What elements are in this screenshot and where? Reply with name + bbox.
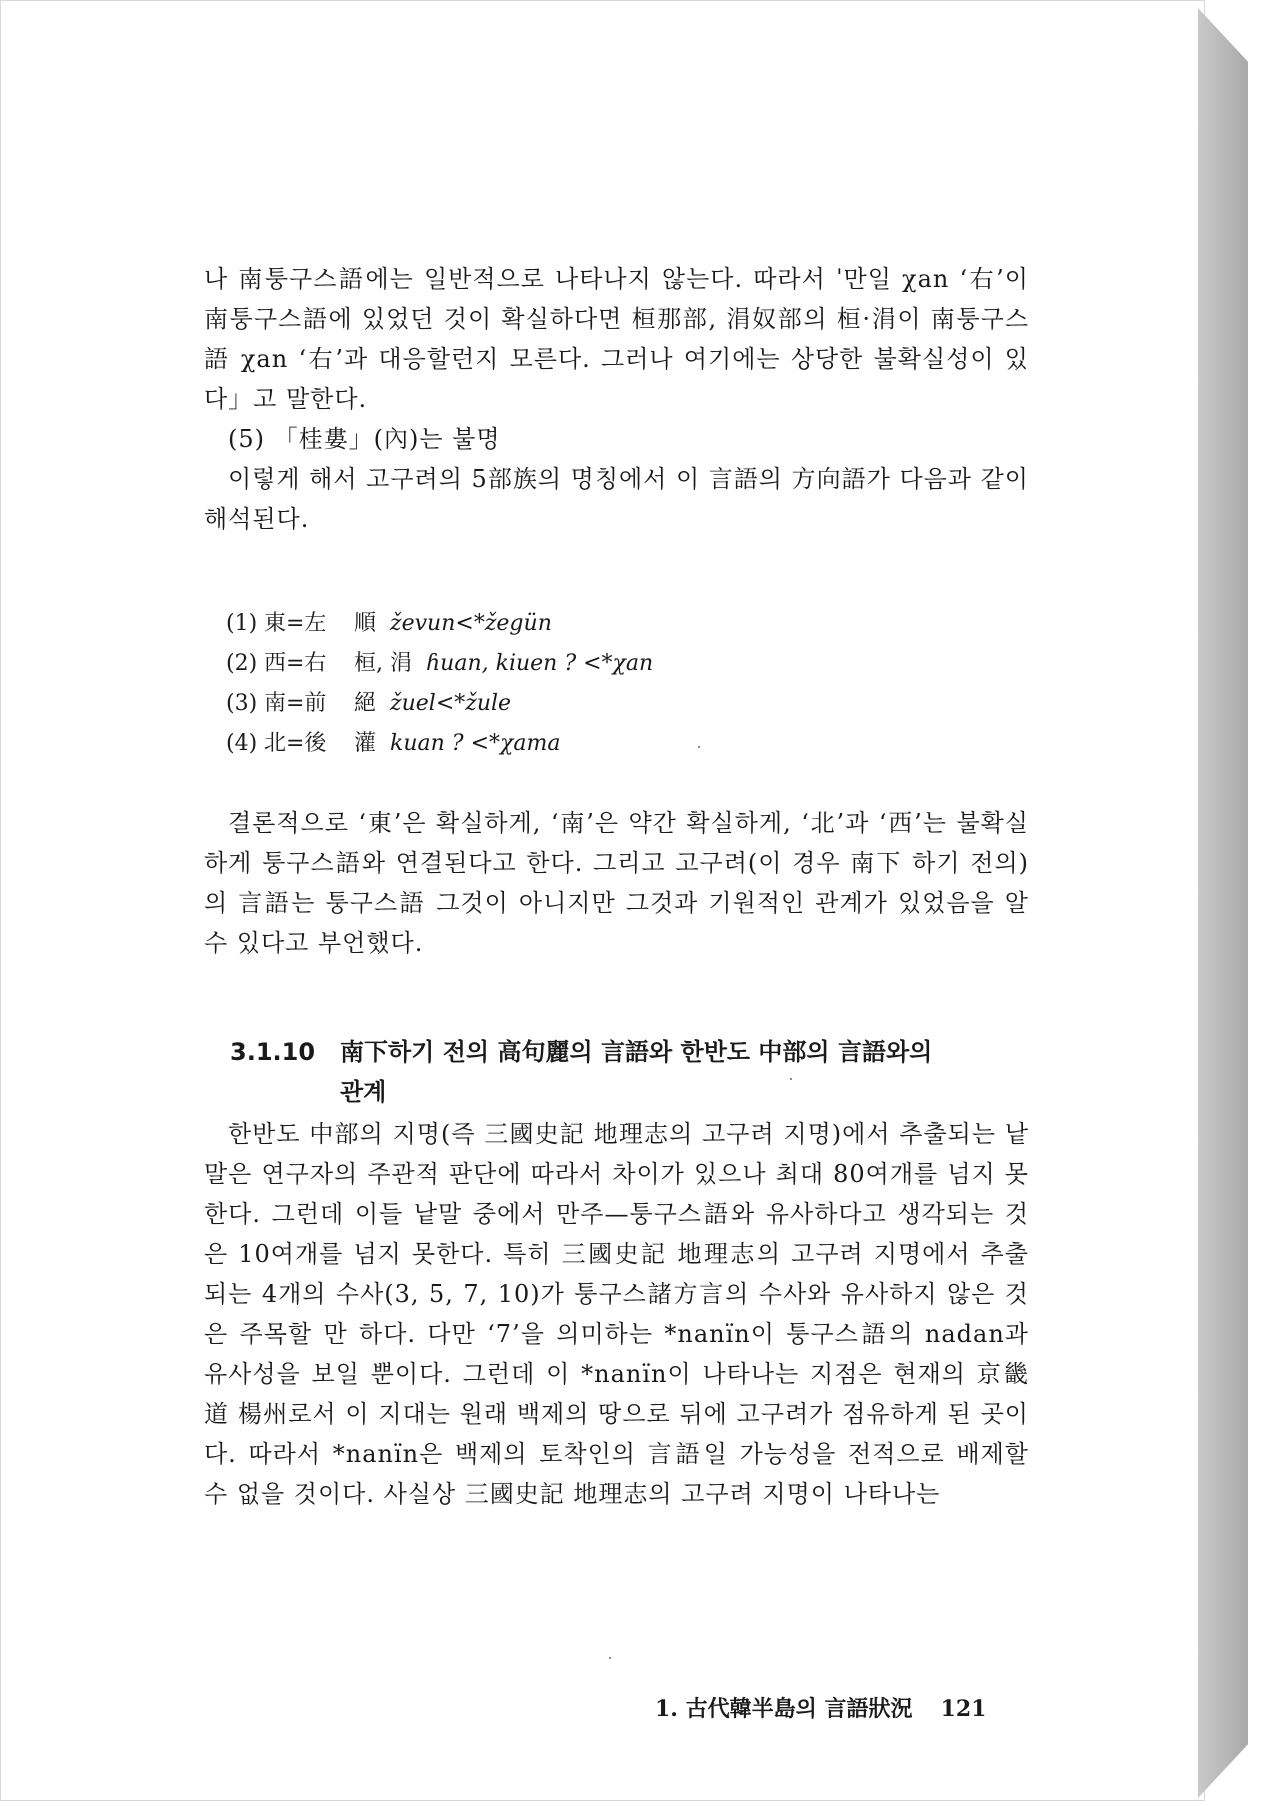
page-edge-shadow: [1198, 8, 1248, 1798]
list-item: [226, 644, 653, 684]
paragraph-3: 이렇게 해서 고구려의 5部族의 명칭에서 이 言語의 方向語가 다음과 같이 해석된다.: [204, 465, 1029, 533]
paragraph-2: (5) 「桂婁」(內)는 불명: [228, 425, 501, 453]
list-item-form: ɦuan, kiuen ? <*χan: [426, 651, 654, 676]
page-number: 121: [940, 1696, 987, 1722]
list-item-chars: 順: [354, 611, 377, 636]
list-item-form: ževun<*žegün: [390, 611, 552, 636]
speck-mark: [698, 746, 700, 748]
list-item-equation: 北=後: [264, 731, 327, 756]
list-item-number: (2): [226, 651, 258, 676]
list-item-number: (4): [226, 731, 258, 756]
direction-list: [226, 604, 653, 764]
section-number: 3.1.10: [230, 1038, 316, 1066]
list-item-chars: 絕: [354, 691, 377, 716]
list-item: [226, 684, 653, 724]
list-item-chars: 灌: [354, 731, 377, 756]
list-item: [226, 604, 653, 644]
speck-mark: [790, 1078, 792, 1080]
list-item-form: kuan ? <*χama: [390, 731, 561, 756]
list-item-number: (3): [226, 691, 258, 716]
section-heading: [230, 1032, 1030, 1112]
list-item-equation: 東=左: [264, 611, 327, 636]
list-item: [226, 724, 653, 764]
section-title-line-1: 南下하기 전의 高句麗의 言語와 한반도 中部의 言語와의: [340, 1038, 933, 1066]
list-item-form: žuel<*žule: [390, 691, 512, 716]
paragraph-1: 나 南퉁구스語에는 일반적으로 나타나지 않는다. 따라서 ˈ만일 χan ‘右’이 南퉁구스語에 있었던 것이 확실하다면 桓那部, 涓奴部의 桓·涓이 南퉁구스語 χan ‘右’과 대응할런지 모른다. 그러나 여기에는 상당한 불확실성이 있다」고 말한다.: [204, 265, 1029, 413]
list-item-equation: 西=右: [264, 651, 327, 676]
list-item-number: (1): [226, 611, 258, 636]
list-item-chars: 桓, 涓: [354, 651, 412, 676]
speck-mark: [609, 1657, 611, 1659]
running-title: 1. 古代韓半島의 言語狀況: [655, 1696, 913, 1722]
section-title-line-2: 관계: [340, 1078, 387, 1106]
list-item-equation: 南=前: [264, 691, 327, 716]
page-footer: [655, 1692, 986, 1723]
paragraph-4: 결론적으로 ‘東’은 확실하게, ‘南’은 약간 확실하게, ‘北’과 ‘西’는 불확실하게 퉁구스語와 연결된다고 한다. 그리고 고구려(이 경우 南下 하기 전의)의 言語는 퉁구스語 그것이 아니지만 그것과 기원적인 관계가 있었음을 알 수 있다고 부언했다.: [204, 809, 1029, 957]
paragraph-5: 한반도 中部의 지명(즉 三國史記 地理志의 고구려 지명)에서 추출되는 낱말은 연구자의 주관적 판단에 따라서 차이가 있으나 최대 80여개를 넘지 못한다. 그런데 이들 낱말 중에서 만주—퉁구스語와 유사하다고 생각되는 것은 10여개를 넘지 못한다. 특히 三國史記 地理志의 고구려 지명에서 추출되는 4개의 수사(3, 5, 7, 10)가 퉁구스諸方言의 수사와 유사하지 않은 것은 주목할 만 하다. 다만 ‘7’을 의미하는 *nanïn이 퉁구스語의 nadan과 유사성을 보일 뿐이다. 그런데 이 *nanïn이 나타나는 지점은 현재의 京畿道 楊州로서 이 지대는 원래 백제의 땅으로 뒤에 고구려가 점유하게 된 곳이다. 따라서 *nanïn은 백제의 토착인의 言語일 가능성을 전적으로 배제할 수 없을 것이다. 사실상 三國史記 地理志의 고구려 지명이 나타나는: [204, 1120, 1029, 1508]
